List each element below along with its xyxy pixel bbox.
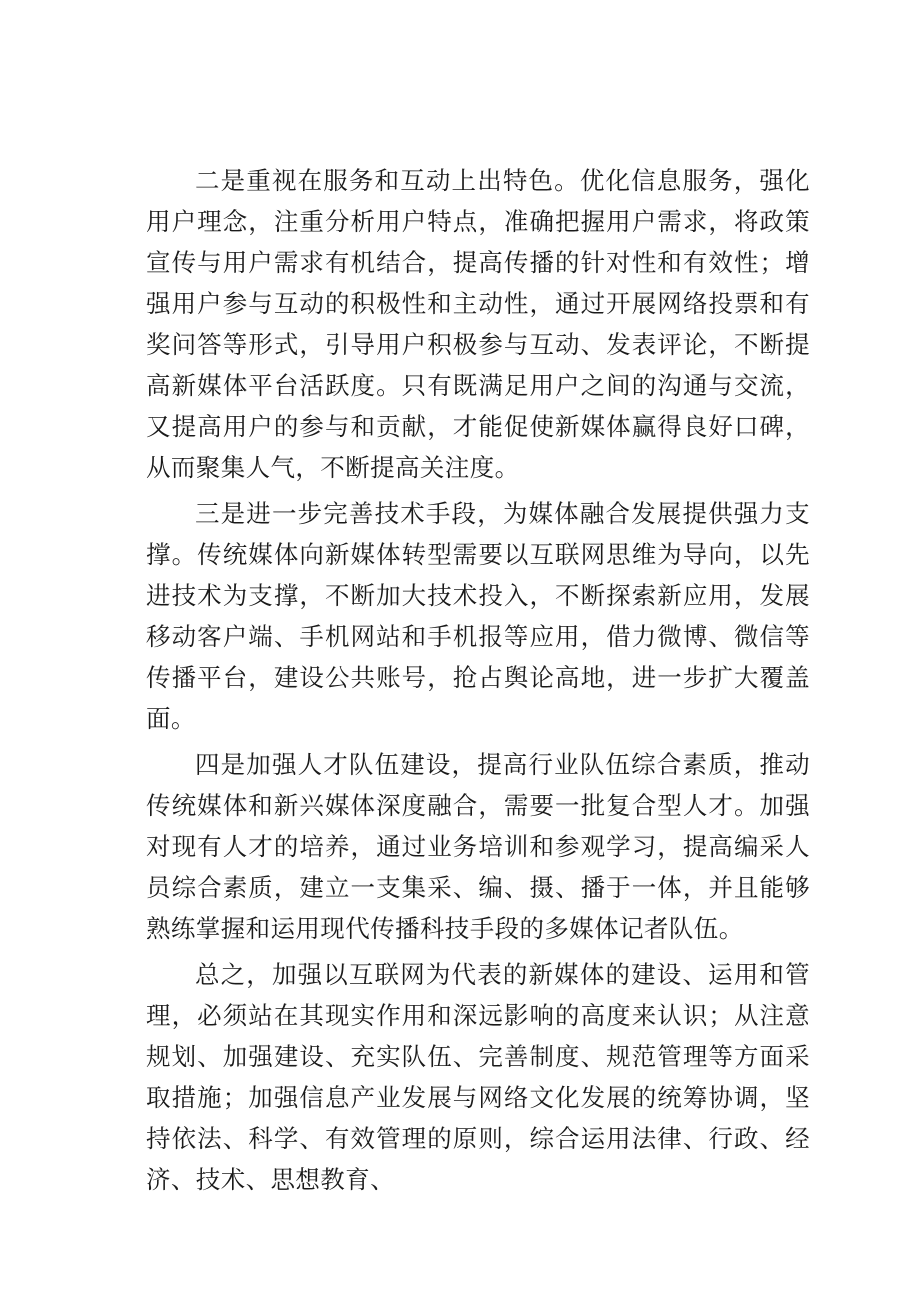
paragraph-service-interaction: 二是重视在服务和互动上出特色。优化信息服务，强化用户理念，注重分析用户特点，准确把握用户需求，将政策宣传与用户需求有机结合，提高传播的针对性和有效性；增强用户参与互动的积极性和主动性，通过开展网络投票和有奖问答等形式，引导用户积极参与互动、发表评论，不断提高新媒体平台活跃度。只有既满足用户之间的沟通与交流，又提高用户的参与和贡献，才能促使新媒体赢得良好口碑，从而聚集人气，不断提高关注度。 (146, 166, 810, 482)
paragraph-summary: 总之，加强以互联网为代表的新媒体的建设、运用和管理，必须站在其现实作用和深远影响的高度来认识；从注意规划、加强建设、充实队伍、完善制度、规范管理等方面采取措施；加强信息产业发展与网络文化发展的统筹协调，坚持依法、科学、有效管理的原则，综合运用法律、行政、经济、技术、思想教育、 (146, 960, 810, 1194)
paragraph-technology: 三是进一步完善技术手段，为媒体融合发展提供强力支撑。传统媒体向新媒体转型需要以互联网思维为导向，以先进技术为支撑，不断加大技术投入，不断探索新应用，发展移动客户端、手机网站和手机报等应用，借力微博、微信等传播平台，建设公共账号，抢占舆论高地，进一步扩大覆盖面。 (146, 499, 810, 733)
paragraph-talent: 四是加强人才队伍建设，提高行业队伍综合素质，推动传统媒体和新兴媒体深度融合，需要一批复合型人才。加强对现有人才的培养，通过业务培训和参观学习，提高编采人员综合素质，建立一支集采、编、摄、播于一体，并且能够熟练掌握和运用现代传播科技手段的多媒体记者队伍。 (146, 750, 810, 943)
document-body (146, 160, 810, 1205)
